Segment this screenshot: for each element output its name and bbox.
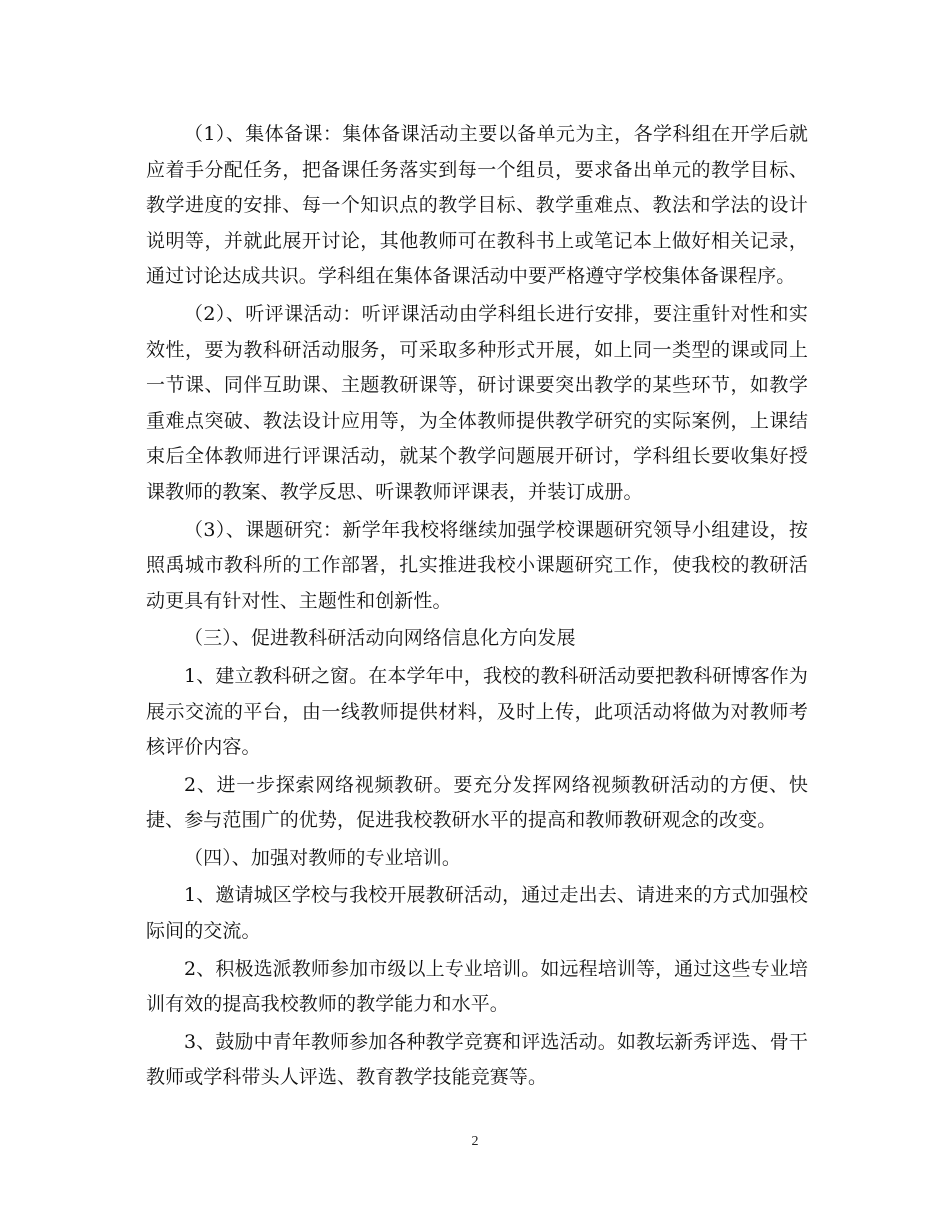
- paragraph-invite-schools: 1、邀请城区学校与我校开展教研活动，通过走出去、请进来的方式加强校际间的交流。: [146, 884, 808, 943]
- paragraph-lesson-observation: （2）、听评课活动：听评课活动由学科组长进行安排，要注重针对性和实效性，要为教科研活动服务，可采取多种形式开展，如上同一类型的课或同上一节课、同伴互助课、主题教研课等，研讨课要突出教学的某些环节，如教学重难点突破、教法设计应用等，为全体教师提供教学研究的实际案例，上课结束后全体教师进行评课活动，就某个教学问题展开研讨，学科组长要收集好授课教师的教案、教学反思、听课教师评课表，并装订成册。: [146, 302, 808, 503]
- paragraph-video-research: 2、进一步探索网络视频教研。要充分发挥网络视频教研活动的方便、快捷、参与范围广的优势，促进我校教研水平的提高和教师教研观念的改变。: [146, 773, 808, 832]
- paragraph-topic-research: （3）、课题研究：新学年我校将继续加强学校课题研究领导小组建设，按照禹城市教科所的工作部署，扎实推进我校小课题研究工作，使我校的教研活动更具有针对性、主题性和创新性。: [146, 518, 808, 612]
- section-heading-network: （三）、促进教科研活动向网络信息化方向发展: [184, 627, 576, 650]
- section-heading-training: （四）、加强对教师的专业培训。: [184, 846, 462, 869]
- document-body: [146, 117, 808, 1098]
- paragraph-encourage-teachers: 3、鼓励中青年教师参加各种教学竞赛和评选活动。如教坛新秀评选、骨干教师或学科带头人评选、教育教学技能竞赛等。: [146, 1030, 808, 1089]
- paragraph-select-teachers: 2、积极选派教师参加市级以上专业培训。如远程培训等，通过这些专业培训有效的提高我校教师的教学能力和水平。: [146, 957, 808, 1016]
- page-number: 2: [471, 1134, 479, 1149]
- paragraph-research-window: 1、建立教科研之窗。在本学年中，我校的教科研活动要把教科研博客作为展示交流的平台，由一线教师提供材料，及时上传，此项活动将做为对教师考核评价内容。: [146, 664, 808, 759]
- paragraph-collective-lesson-prep: （1）、集体备课：集体备课活动主要以备单元为主，各学科组在开学后就应着手分配任务，把备课任务落实到每一个组员，要求备出单元的教学目标、教学进度的安排、每一个知识点的教学目标、教学重难点、教法和学法的设计说明等，并就此展开讨论，其他教师可在教科书上或笔记本上做好相关记录，通过讨论达成共识。学科组在集体备课活动中要严格遵守学校集体备课程序。: [146, 123, 808, 288]
